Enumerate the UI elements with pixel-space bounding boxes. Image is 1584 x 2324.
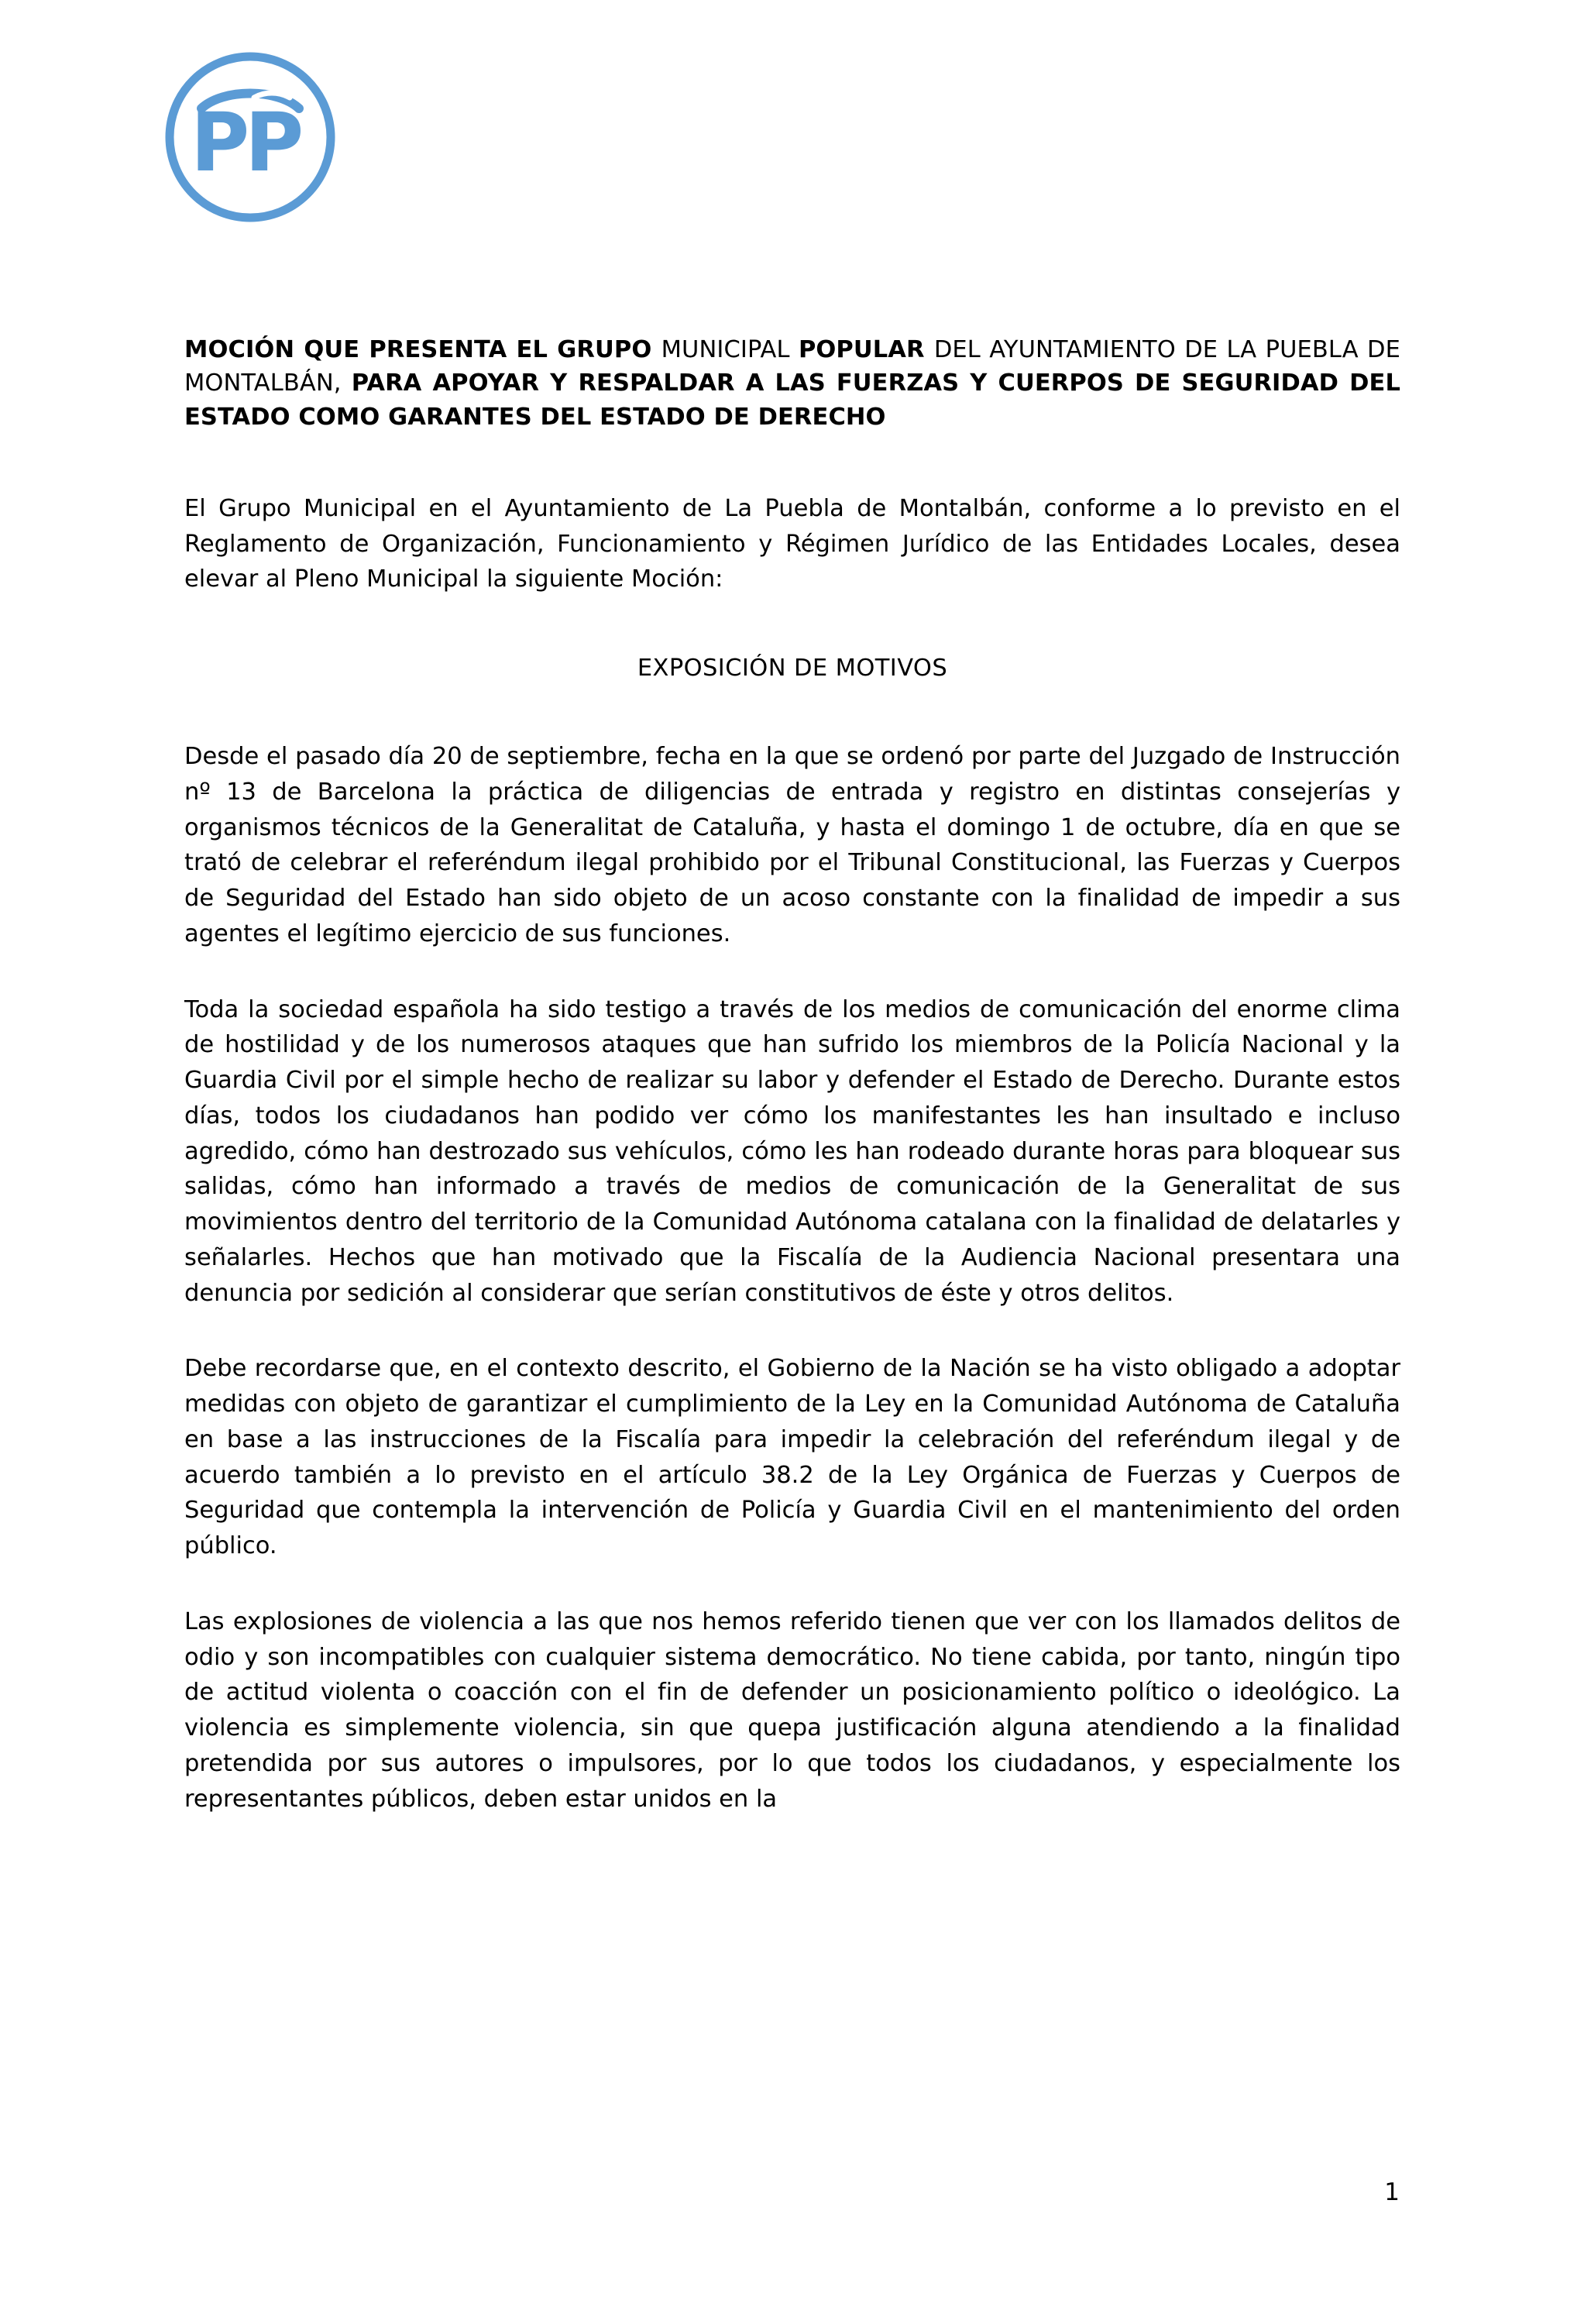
document-title: [184, 333, 1400, 434]
document-body: [184, 333, 1400, 1817]
title-segment-2: MUNICIPAL: [661, 336, 799, 363]
title-segment-5: PARA APOYAR Y RESPALDAR A LAS FUERZAS Y CUERPOS DE SEGURIDAD DEL ESTADO COMO GARANTES DEL ESTADO DE DERECHO: [184, 370, 1400, 431]
title-segment-4: DEL AYUNTAMIENTO DE LA PUEBLA DE MONTALBÁN,: [184, 336, 1400, 397]
paragraph-1: Desde el pasado día 20 de septiembre, fecha en la que se ordenó por parte del Juzgado de Instrucción nº 13 de Barcelona la práctica de diligencias de entrada y registro en distintas consejerías y organismos técnicos de la Generalitat de Cataluña, y hasta el domingo 1 de octubre, día en que se trató de celebrar el referéndum ilegal prohibido por el Tribunal Constitucional, las Fuerzas y Cuerpos de Seguridad del Estado han sido objeto de un acoso constante con la finalidad de impedir a sus agentes el legítimo ejercicio de sus funciones.: [184, 743, 1400, 947]
spacer: [184, 682, 1400, 739]
spacer: [184, 1311, 1400, 1351]
title-segment-3: POPULAR: [798, 336, 934, 363]
intro-paragraph: El Grupo Municipal en el Ayuntamiento de La Puebla de Montalbán, conforme a lo previsto en el Reglamento de Organización, Funcionamiento y Régimen Jurídico de las Entidades Locales, desea elevar al Pleno Municipal la siguiente Moción:: [184, 494, 1400, 593]
paragraph-3: Debe recordarse que, en el contexto descrito, el Gobierno de la Nación se ha visto obligado a adoptar medidas con objeto de garantizar el cumplimiento de la Ley en la Comunidad Autónoma de Cataluña en base a las instrucciones de la Fiscalía para impedir la celebración del referéndum ilegal y de acuerdo también a lo previsto en el artículo 38.2 de la Ley Orgánica de Fuerzas y Cuerpos de Seguridad que contempla la intervención de Policía y Guardia Civil en el mantenimiento del orden público.: [184, 1355, 1400, 1560]
paragraph-2: Toda la sociedad española ha sido testigo a través de los medios de comunicación del enorme clima de hostilidad y de los numerosos ataques que han sufrido los miembros de la Policía Nacional y la Guardia Civil por el simple hecho de realizar su labor y defender el Estado de Derecho. Durante estos días, todos los ciudadanos han podido ver cómo los manifestantes les han insultado e incluso agredido, cómo han destrozado sus vehículos, cómo les han rodeado durante horas para bloquear sus salidas, cómo han informado a través de medios de comunicación de la Generalitat de sus movimientos dentro del territorio de la Comunidad Autónoma catalana con la finalidad de delatarles y señalarles. Hechos que han motivado que la Fiscalía de la Audiencia Nacional presentara una denuncia por sedición al considerar que serían constitutivos de éste y otros delitos.: [184, 995, 1400, 1307]
svg-text:P: P: [245, 95, 304, 190]
page-number: 1: [1384, 2178, 1400, 2206]
title-segment-1: MOCIÓN QUE PRESENTA EL GRUPO: [184, 336, 661, 363]
section-heading: EXPOSICIÓN DE MOTIVOS: [637, 655, 948, 682]
spacer: [184, 952, 1400, 992]
paragraph-4: Las explosiones de violencia a las que nos hemos referido tienen que ver con los llamados delitos de odio y son incompatibles con cualquier sistema democrático. No tiene cabida, por tanto, ningún tipo de actitud violenta o coacción con el fin de defender un posicionamiento político o ideológico. La violencia es simplemente violencia, sin que quepa justificación alguna atendiendo a la finalidad pretendida por sus autores o impulsores, por lo que todos los ciudadanos, y especialmente los representantes públicos, deben estar unidos en la: [184, 1607, 1400, 1813]
spacer: [184, 1564, 1400, 1604]
spacer: [184, 597, 1400, 655]
pp-party-logo-icon: [161, 48, 339, 226]
spacer: [184, 434, 1400, 491]
svg-text:P: P: [191, 95, 250, 190]
